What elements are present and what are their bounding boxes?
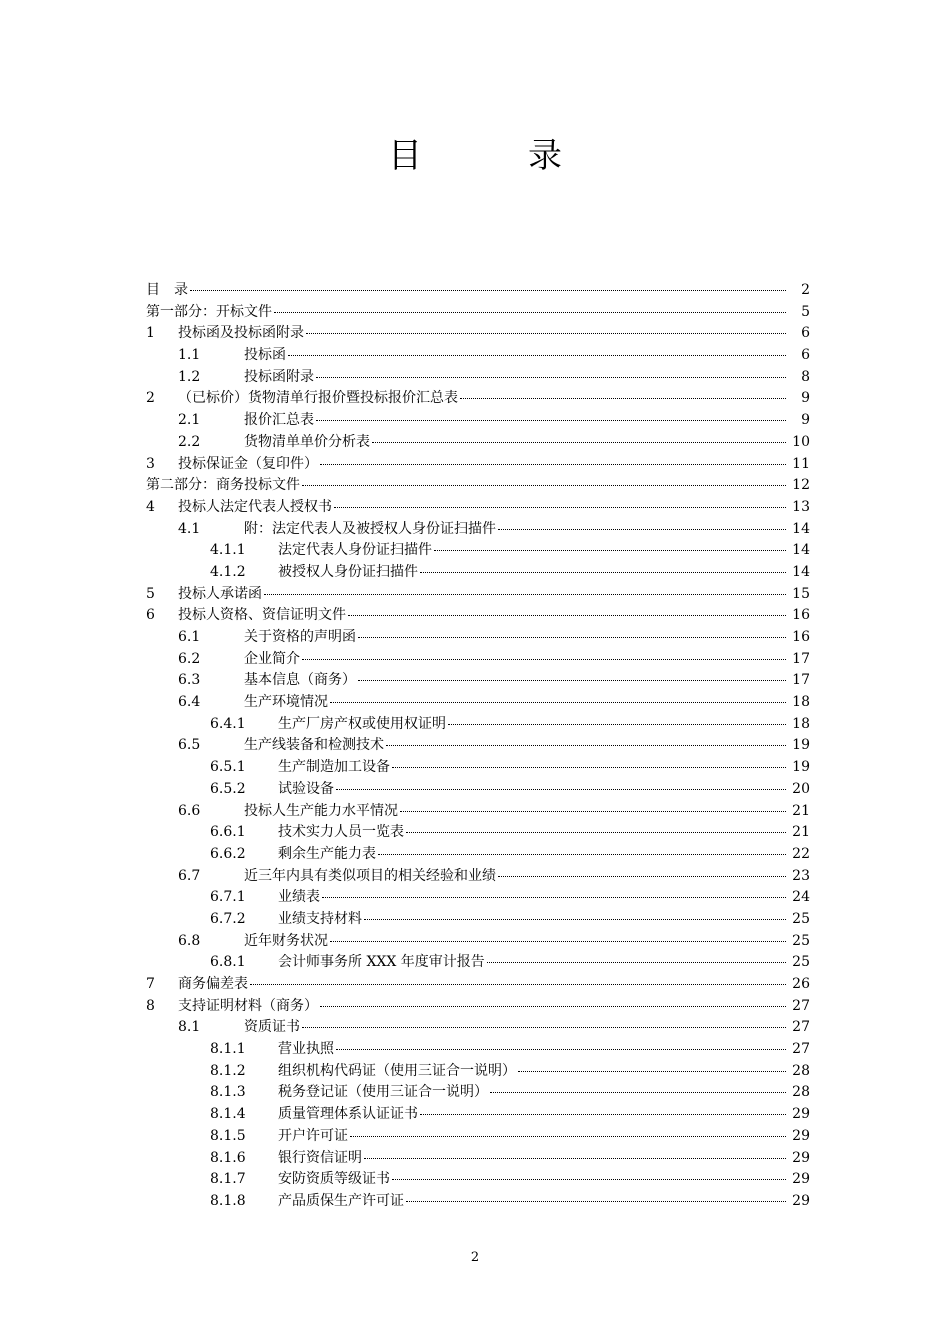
toc-entry-page: 29: [792, 1171, 810, 1188]
toc-entry-label: 开户许可证: [278, 1127, 348, 1144]
toc-entry[interactable]: [146, 454, 810, 476]
toc-entry[interactable]: [146, 649, 810, 671]
toc-entry[interactable]: [146, 996, 810, 1018]
toc-dot-leader: [316, 377, 786, 378]
toc-entry-number: 6.6.1: [210, 824, 246, 841]
toc-entry-number: 6.5.1: [210, 759, 246, 776]
toc-entry[interactable]: [146, 367, 810, 389]
toc-dot-leader: [302, 1027, 786, 1028]
toc-entry-label: 税务登记证（使用三证合一说明）: [278, 1084, 488, 1101]
toc-entry-label: 报价汇总表: [244, 412, 314, 429]
toc-entry-number: 1: [146, 325, 155, 342]
toc-dot-leader: [336, 789, 786, 790]
toc-entry-label: 投标函: [244, 347, 286, 364]
toc-entry-page: 2: [801, 282, 810, 298]
toc-entry-number: 6.3: [178, 672, 201, 689]
toc-entry-page: 13: [792, 498, 810, 515]
toc-entry-label: 支持证明材料（商务）: [178, 997, 318, 1014]
toc-entry[interactable]: [146, 345, 810, 367]
toc-entry[interactable]: [146, 302, 810, 324]
toc-entry-page: 24: [792, 889, 810, 906]
toc-entry-number: 6.4.1: [210, 715, 246, 732]
toc-entry-label: 质量管理体系认证证书: [278, 1106, 418, 1123]
toc-entry-page: 17: [792, 672, 810, 689]
toc-entry-page: 25: [792, 954, 810, 971]
toc-entry-number: 6.5.2: [210, 780, 246, 797]
toc-entry-page: 9: [801, 412, 810, 429]
toc-entry-page: 15: [792, 585, 810, 602]
toc-entry-page: 22: [792, 845, 810, 862]
toc-entry-label: 产品质保生产许可证: [278, 1192, 404, 1209]
toc-dot-leader: [322, 897, 786, 898]
toc-entry-page: 19: [792, 759, 810, 776]
toc-entry[interactable]: [146, 714, 810, 736]
toc-entry-number: 6.8.1: [210, 954, 246, 971]
toc-entry-number: 8.1.7: [210, 1171, 246, 1188]
toc-dot-leader: [336, 1049, 786, 1050]
toc-dot-leader: [302, 485, 786, 486]
toc-entry-label: 货物清单单价分析表: [244, 433, 370, 450]
toc-dot-leader: [190, 290, 786, 291]
toc-entry-label: 生产线装备和检测技术: [244, 737, 384, 754]
toc-entry-page: 27: [792, 1041, 810, 1058]
toc-dot-leader: [518, 1071, 786, 1072]
toc-entry-number: 6.4: [178, 694, 201, 711]
toc-entry-page: 6: [801, 325, 810, 342]
toc-entry[interactable]: [146, 735, 810, 757]
toc-entry-label: 投标保证金（复印件）: [178, 455, 318, 472]
toc-entry-label: 投标人生产能力水平情况: [244, 802, 398, 819]
toc-entry-number: 8: [146, 997, 155, 1014]
toc-entry-page: 25: [792, 910, 810, 927]
toc-entry-number: 6.6.2: [210, 845, 246, 862]
toc-dot-leader: [320, 1006, 786, 1007]
toc-entry-number: 6.7.1: [210, 889, 246, 906]
toc-entry-page: 26: [792, 976, 810, 992]
toc-entry[interactable]: [146, 519, 810, 541]
toc-dot-leader: [358, 637, 786, 638]
toc-entry-page: 10: [792, 433, 810, 450]
toc-entry-label: 近三年内具有类似项目的相关经验和业绩: [244, 867, 496, 884]
toc-entry[interactable]: [146, 757, 810, 779]
toc-dot-leader: [434, 550, 786, 551]
toc-entry-label: 生产制造加工设备: [278, 759, 390, 776]
toc-entry-page: 16: [792, 629, 810, 645]
toc-entry-number: 6.5: [178, 737, 201, 754]
toc-entry-number: 6.7: [178, 867, 201, 884]
toc-entry[interactable]: [146, 670, 810, 692]
toc-dot-leader: [487, 962, 786, 963]
toc-entry[interactable]: [146, 909, 810, 931]
toc-entry-number: 6.2: [178, 650, 201, 667]
toc-entry-page: 9: [801, 390, 810, 407]
toc-dot-leader: [448, 724, 786, 725]
toc-entry[interactable]: [146, 627, 810, 649]
toc-entry-label: 商务偏差表: [178, 976, 248, 992]
toc-dot-leader: [364, 1158, 786, 1159]
toc-entry-number: 6.7.2: [210, 910, 246, 927]
toc-entry-number: 6.6: [178, 802, 201, 819]
toc-entry-page: 18: [792, 715, 810, 732]
toc-entry-number: 8.1.1: [210, 1041, 246, 1058]
toc-entry-number: 2: [146, 390, 155, 407]
toc-entry-label: 投标人法定代表人授权书: [178, 498, 332, 515]
toc-entry-page: 27: [792, 1019, 810, 1036]
toc-entry-label: 生产环境情况: [244, 694, 328, 711]
toc-dot-leader: [274, 312, 786, 313]
toc-dot-leader: [358, 680, 786, 681]
toc-dot-leader: [350, 1136, 786, 1137]
toc-entry[interactable]: [146, 584, 810, 606]
toc-dot-leader: [330, 702, 786, 703]
toc-entry[interactable]: [146, 1061, 810, 1083]
toc-entry-page: 21: [792, 802, 810, 819]
toc-entry-label: 投标人资格、资信证明文件: [178, 607, 346, 624]
toc-entry-label: 关于资格的声明函: [244, 629, 356, 645]
toc-dot-leader: [420, 1114, 786, 1115]
toc-entry-label: 资质证书: [244, 1019, 300, 1036]
toc-dot-leader: [490, 1092, 786, 1093]
toc-entry[interactable]: [146, 844, 810, 866]
toc-entry-label: 会计师事务所 XXX 年度审计报告: [278, 954, 485, 971]
toc-entry[interactable]: [146, 280, 810, 302]
toc-entry[interactable]: [146, 410, 810, 432]
toc-entry-number: 6.1: [178, 629, 201, 645]
toc-entry-page: 17: [792, 650, 810, 667]
toc-dot-leader: [378, 854, 786, 855]
toc-entry-number: 6.8: [178, 932, 201, 949]
toc-entry-page: 18: [792, 694, 810, 711]
toc-entry-page: 8: [801, 368, 810, 385]
toc-entry[interactable]: [146, 497, 810, 519]
toc-entry-page: 29: [792, 1127, 810, 1144]
toc-entry[interactable]: [146, 1017, 810, 1039]
toc-entry-number: 1.2: [178, 368, 201, 385]
toc-dot-leader: [306, 333, 786, 334]
toc-entry[interactable]: [146, 432, 810, 454]
toc-entry[interactable]: [146, 931, 810, 953]
toc-entry-page: 21: [792, 824, 810, 841]
toc-entry-label: 生产厂房产权或使用权证明: [278, 715, 446, 732]
toc-entry[interactable]: [146, 779, 810, 801]
toc-entry[interactable]: [146, 475, 810, 497]
toc-entry-label: 银行资信证明: [278, 1149, 362, 1166]
toc-entry-number: 5: [146, 585, 155, 602]
toc-entry-page: 25: [792, 932, 810, 949]
toc-entry[interactable]: [146, 1191, 810, 1213]
toc-entry-number: 8.1.6: [210, 1149, 246, 1166]
toc-entry-number: 4.1.2: [210, 563, 246, 580]
toc-dot-leader: [330, 941, 786, 942]
toc-entry-page: 14: [792, 563, 810, 580]
toc-entry-label: 法定代表人身份证扫描件: [278, 542, 432, 559]
toc-entry-number: 2.1: [178, 412, 201, 429]
toc-entry-page: 6: [801, 347, 810, 364]
toc-entry-label: 投标人承诺函: [178, 585, 262, 602]
toc-entry-label: 投标函及投标函附录: [178, 325, 304, 342]
toc-entry-page: 28: [792, 1084, 810, 1101]
toc-entry-label: 业绩支持材料: [278, 910, 362, 927]
toc-entry-number: 4.1: [178, 520, 201, 537]
toc-entry-label: 第二部分：商务投标文件: [146, 477, 300, 494]
toc-entry-number: 2.2: [178, 433, 201, 450]
toc-entry-number: 8.1: [178, 1019, 201, 1036]
toc-dot-leader: [498, 529, 786, 530]
toc-dot-leader: [348, 615, 786, 616]
toc-entry[interactable]: [146, 323, 810, 345]
toc-entry-label: 基本信息（商务）: [244, 672, 356, 689]
toc-dot-leader: [288, 355, 786, 356]
toc-entry-number: 8.1.4: [210, 1106, 246, 1123]
toc-entry-number: 4: [146, 498, 155, 515]
toc-entry[interactable]: [146, 974, 810, 996]
toc-entry[interactable]: [146, 540, 810, 562]
toc-entry-label: 第一部分：开标文件: [146, 303, 272, 320]
toc-entry-label: 投标函附录: [244, 368, 314, 385]
toc-entry-label: 技术实力人员一览表: [278, 824, 404, 841]
toc-dot-leader: [386, 745, 786, 746]
toc-dot-leader: [420, 572, 786, 573]
toc-dot-leader: [372, 442, 786, 443]
toc-dot-leader: [460, 398, 786, 399]
toc-entry-page: 14: [792, 542, 810, 559]
toc-entry-label: 剩余生产能力表: [278, 845, 376, 862]
toc-entry-number: 8.1.2: [210, 1062, 246, 1079]
toc-entry[interactable]: [146, 822, 810, 844]
toc-entry-label: （已标价）货物清单行报价暨投标报价汇总表: [178, 390, 458, 407]
toc-entry-label: 业绩表: [278, 889, 320, 906]
toc-dot-leader: [364, 919, 786, 920]
toc-entry[interactable]: [146, 1148, 810, 1170]
toc-entry-number: 3: [146, 455, 155, 472]
toc-entry-page: 20: [792, 780, 810, 797]
toc-dot-leader: [406, 1201, 786, 1202]
toc-entry-label: 附：法定代表人及被授权人身份证扫描件: [244, 520, 496, 537]
toc-entry-page: 29: [792, 1106, 810, 1123]
toc-entry-page: 27: [792, 997, 810, 1014]
toc-entry-page: 12: [792, 477, 810, 494]
toc-entry-number: 8.1.3: [210, 1084, 246, 1101]
toc-dot-leader: [406, 832, 786, 833]
toc-entry-label: 试验设备: [278, 780, 334, 797]
toc-entry-page: 23: [792, 867, 810, 884]
toc-entry[interactable]: [146, 1039, 810, 1061]
toc-dot-leader: [392, 1179, 786, 1180]
toc-entry[interactable]: [146, 692, 810, 714]
toc-entry-number: 1.1: [178, 347, 201, 364]
toc-entry-page: 16: [792, 607, 810, 624]
toc-entry[interactable]: [146, 605, 810, 627]
toc-dot-leader: [250, 984, 786, 985]
toc-entry-page: 19: [792, 737, 810, 754]
toc-entry-label: 近年财务状况: [244, 932, 328, 949]
toc-entry-number: 7: [146, 976, 155, 992]
toc-dot-leader: [400, 811, 786, 812]
toc-entry-label: 企业简介: [244, 650, 300, 667]
toc-entry-label: 组织机构代码证（使用三证合一说明）: [278, 1062, 516, 1079]
toc-entry[interactable]: [146, 866, 810, 888]
toc-entry[interactable]: [146, 1169, 810, 1191]
toc-entry-page: 28: [792, 1062, 810, 1079]
toc-entry-label: 营业执照: [278, 1041, 334, 1058]
toc-entry[interactable]: [146, 388, 810, 410]
toc-entry-label: 目 录: [146, 282, 188, 298]
page-title: 目 录: [388, 136, 598, 176]
toc-entry[interactable]: [146, 1126, 810, 1148]
toc-entry-label: 安防资质等级证书: [278, 1171, 390, 1188]
toc-entry[interactable]: [146, 801, 810, 823]
toc-entry[interactable]: [146, 887, 810, 909]
toc-dot-leader: [264, 594, 786, 595]
toc-dot-leader: [498, 876, 786, 877]
toc-entry-number: 8.1.5: [210, 1127, 246, 1144]
toc-entry[interactable]: [146, 1082, 810, 1104]
toc-entry[interactable]: [146, 952, 810, 974]
toc-entry[interactable]: [146, 1104, 810, 1126]
table-of-contents: [146, 280, 810, 1213]
toc-entry[interactable]: [146, 562, 810, 584]
toc-entry-number: 6: [146, 607, 155, 624]
toc-dot-leader: [302, 659, 786, 660]
toc-entry-page: 29: [792, 1192, 810, 1209]
toc-entry-page: 14: [792, 520, 810, 537]
toc-dot-leader: [334, 507, 786, 508]
toc-entry-page: 5: [801, 303, 810, 320]
toc-entry-label: 被授权人身份证扫描件: [278, 563, 418, 580]
toc-dot-leader: [316, 420, 786, 421]
toc-entry-page: 11: [792, 455, 810, 472]
toc-entry-page: 29: [792, 1149, 810, 1166]
toc-entry-number: 8.1.8: [210, 1192, 246, 1209]
toc-dot-leader: [320, 464, 786, 465]
footer-page-number: 2: [470, 1250, 480, 1265]
toc-dot-leader: [392, 767, 786, 768]
toc-entry-number: 4.1.1: [210, 542, 246, 559]
